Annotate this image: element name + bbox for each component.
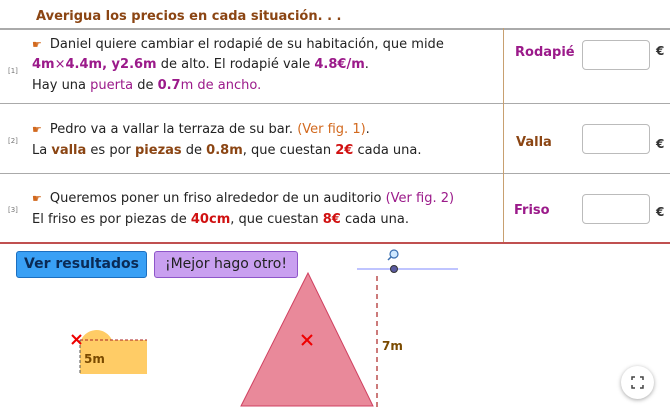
answer-label-valla: Valla	[516, 135, 552, 150]
row-divider	[0, 173, 670, 174]
euro-sign: €	[656, 137, 665, 151]
text-fragment: , y	[102, 57, 121, 72]
pointing-hand-icon: ☛	[32, 192, 42, 205]
answer-label-friso: Friso	[514, 203, 550, 218]
text-fragment: Queremos poner un friso alrededor de un auditorio	[49, 191, 386, 206]
dimension-value: 4m	[32, 57, 55, 72]
text-fragment: de	[133, 78, 158, 93]
dimension-value: 0.8m	[206, 143, 243, 158]
text-fragment: Pedro va a vallar la terraza de su bar.	[49, 122, 298, 137]
price-value: 8€	[322, 212, 341, 227]
mejor-hago-otro-button[interactable]: ¡Mejor hago otro!	[154, 251, 298, 278]
text-fragment: m de ancho.	[180, 78, 262, 93]
text-fragment: .	[365, 122, 370, 137]
answer-label-rodapie: Rodapié	[515, 45, 575, 60]
keyword: piezas	[135, 143, 182, 158]
price-value: 4.8€/m	[314, 57, 365, 72]
text-fragment: , que cuestan	[230, 212, 323, 227]
zoom-slider-handle[interactable]	[391, 266, 398, 273]
keyword: valla	[51, 143, 87, 158]
problem-1-line-2	[32, 57, 369, 72]
problem-3-line-1	[32, 191, 454, 206]
dimension-value: 40cm	[190, 212, 231, 227]
problem-2-line-2	[32, 143, 422, 158]
column-divider	[503, 28, 504, 242]
figure-1-label: 5m	[84, 352, 105, 366]
fullscreen-button[interactable]	[621, 366, 654, 399]
figure-reference: (Ver fig. 2)	[385, 191, 455, 206]
figure-reference: (Ver fig. 1)	[297, 122, 366, 137]
figures-canvas	[0, 248, 670, 412]
dimension-value: 4.4m	[65, 57, 103, 72]
answer-input-friso[interactable]	[582, 194, 650, 224]
answer-input-valla[interactable]	[582, 124, 650, 154]
text-fragment: cada una.	[340, 212, 409, 227]
dimension-value: 0.7	[157, 78, 181, 93]
problem-1-line-3	[32, 78, 261, 93]
text-fragment: de alto. El rodapié vale	[156, 57, 315, 72]
text-fragment: .	[364, 57, 369, 72]
text-fragment: La	[32, 143, 52, 158]
ver-resultados-button[interactable]: Ver resultados	[16, 251, 147, 278]
figure-2-label: 7m	[382, 339, 403, 353]
pointing-hand-icon: ☛	[32, 38, 42, 51]
row-divider	[0, 103, 670, 104]
euro-sign: €	[656, 44, 665, 58]
zoom-icon[interactable]	[388, 250, 398, 260]
text-fragment: cada una.	[353, 143, 422, 158]
euro-sign: €	[656, 205, 665, 219]
problem-2-line-1	[32, 122, 370, 137]
problem-3-line-2	[32, 212, 409, 227]
table-bottom-border	[0, 242, 670, 244]
pointing-hand-icon: ☛	[32, 123, 42, 136]
problem-number: [2]	[8, 137, 18, 145]
text-fragment: Hay una	[32, 78, 91, 93]
price-value: 2€	[335, 143, 354, 158]
answer-input-rodapie[interactable]	[582, 40, 650, 70]
fullscreen-icon	[621, 366, 654, 399]
problem-number: [3]	[8, 206, 18, 214]
text-fragment: es por	[86, 143, 135, 158]
dimension-value: 2.6m	[120, 57, 157, 72]
problem-number: [1]	[8, 67, 18, 75]
problem-1-line-1	[32, 37, 444, 52]
text-fragment: de	[181, 143, 207, 158]
times-sign: ×	[54, 57, 66, 72]
page-title: Averigua los precios en cada situación. . .	[36, 9, 342, 24]
problem-1-text-1: Daniel quiere cambiar el rodapié de su habitación, que mide	[49, 37, 444, 52]
text-fragment: El friso es por piezas de	[32, 212, 191, 227]
figure-2-auditorium	[241, 273, 377, 410]
text-fragment: , que cuestan	[242, 143, 336, 158]
door-word: puerta	[90, 78, 134, 93]
